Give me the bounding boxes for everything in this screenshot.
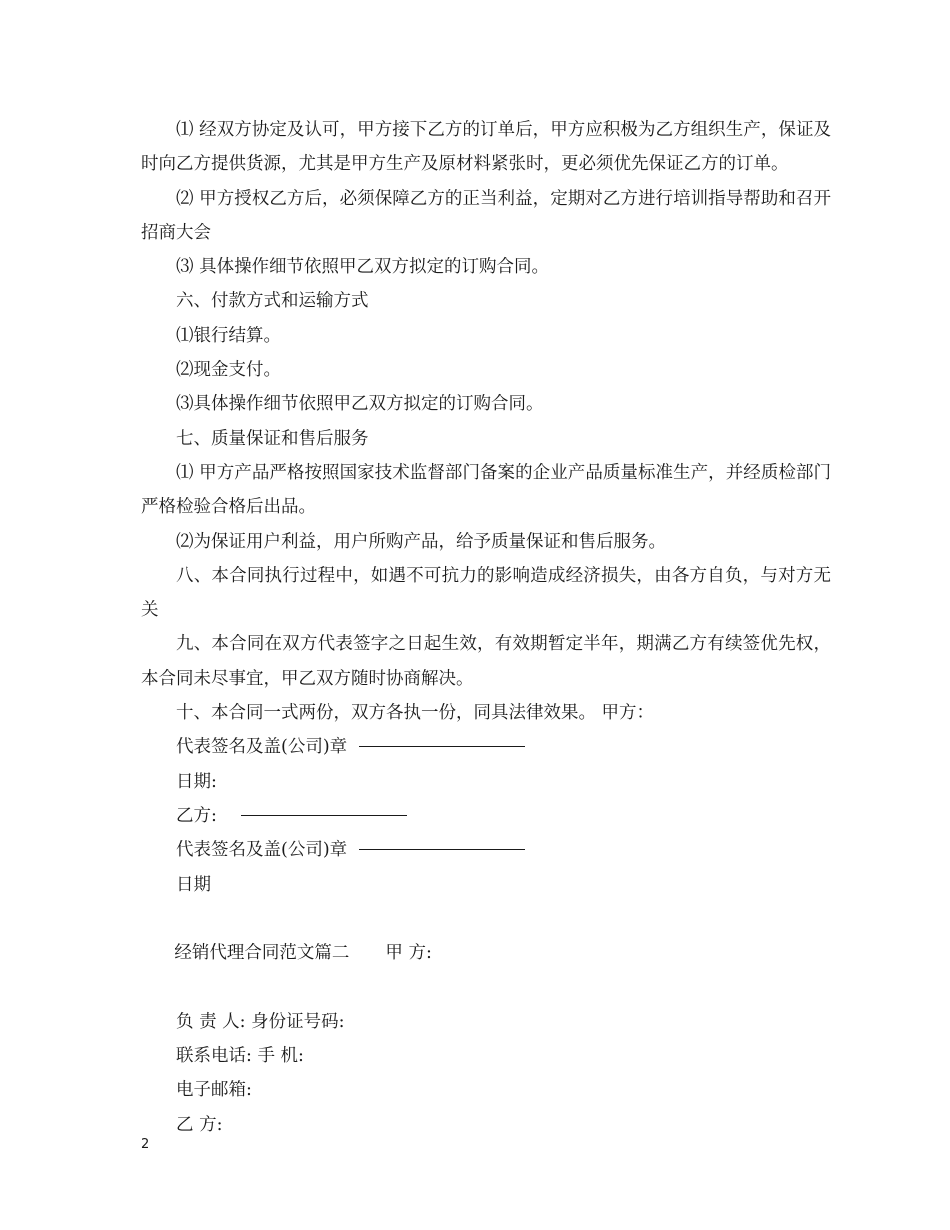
party-a-signature-row — [141, 730, 831, 764]
clause-paragraph: ⑴银行结算。 — [176, 325, 281, 346]
clause-paragraph: ⑶ 具体操作细节依照甲乙双方拟定的订购合同。 — [176, 257, 550, 278]
clause-paragraph: ⑵为保证用户利益，用户所购产品，给予质量保证和售后服务。 — [176, 531, 666, 552]
email-label: 电子邮箱: — [176, 1080, 252, 1101]
party-b-label: 乙方: — [176, 805, 217, 826]
section-paragraph: 八、本合同执行过程中，如遇不可抗力的影响造成经济损失，由各方自负，与对方无关 — [141, 565, 831, 621]
section2-heading: 经销代理合同范文篇二 — [174, 943, 350, 964]
party-b-row — [141, 799, 831, 833]
clause-paragraph: ⑴ 经双方协定及认可，甲方接下乙方的订单后，甲方应积极为乙方组织生产，保证及时向乙方提供货源，尤其是甲方生产及原材料紧张时，更必须优先保证乙方的订单。 — [141, 120, 831, 175]
party-a-date-row — [141, 765, 831, 799]
party-a-signature-line — [359, 746, 525, 747]
party-b-date-label: 日期 — [176, 874, 211, 895]
contact-phone-label: 联系电话: 手 机: — [176, 1046, 304, 1067]
section2-heading-row — [141, 902, 831, 1005]
section-heading: 六、付款方式和运输方式 — [176, 291, 369, 312]
contact-phone-row — [141, 1039, 831, 1073]
section2-party-a-label: 甲 方: — [385, 943, 432, 964]
email-row — [141, 1073, 831, 1107]
contract-body — [141, 113, 831, 1142]
section-paragraph: 十、本合同一式两份，双方各执一份，同具法律效果。 甲方： — [176, 703, 655, 724]
responsible-person-row — [141, 1005, 831, 1039]
clause-paragraph: ⑴ 甲方产品严格按照国家技术监督部门备案的企业产品质量标准生产，并经质检部门严格检验合格后出品。 — [141, 462, 831, 518]
party-b-date-row — [141, 868, 831, 902]
section-paragraph: 九、本合同在双方代表签字之日起生效，有效期暂定半年，期满乙方有续签优先权，本合同未尽事宜，甲乙双方随时协商解决。 — [141, 634, 831, 689]
party-a-date-label: 日期: — [176, 771, 217, 792]
responsible-person-label: 负 责 人: 身份证号码: — [176, 1011, 345, 1032]
party-b-sign-line — [359, 849, 525, 850]
party-a-sign-label: 代表签名及盖(公司)章 — [176, 737, 348, 758]
section2-party-b-row — [141, 1108, 831, 1142]
clause-paragraph: ⑵现金支付。 — [176, 360, 281, 381]
clause-paragraph: ⑵ 甲方授权乙方后，必须保障乙方的正当利益，定期对乙方进行培训指导帮助和召开招商大会 — [141, 188, 831, 243]
party-b-sign-label: 代表签名及盖(公司)章 — [176, 840, 348, 861]
party-b-signature-row — [141, 833, 831, 867]
page-number: 2 — [141, 1137, 150, 1152]
section2-party-b-label: 乙 方: — [176, 1114, 223, 1135]
party-b-signature-line — [241, 815, 407, 816]
section-heading: 七、质量保证和售后服务 — [176, 428, 369, 449]
clause-paragraph: ⑶具体操作细节依照甲乙双方拟定的订购合同。 — [176, 394, 544, 415]
